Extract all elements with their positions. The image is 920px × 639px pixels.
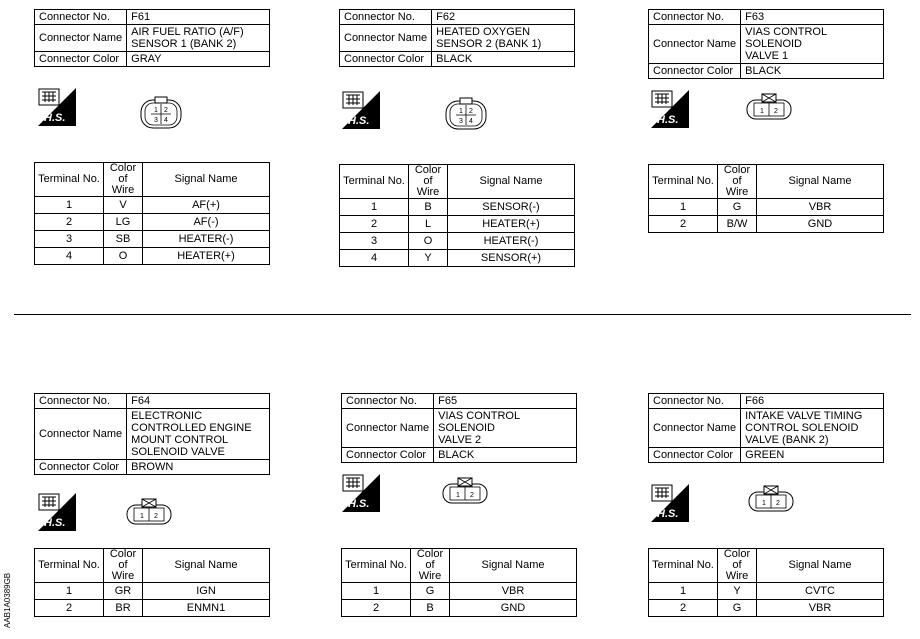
connector-name-label: Connector Name [340, 25, 432, 52]
figure-code: AAB1A0389GB [3, 572, 12, 628]
pin-label: 3 [154, 117, 158, 124]
hs-label: H.S. [657, 114, 679, 126]
connector-face-2pin [745, 93, 793, 126]
harness-side-icon [651, 90, 689, 128]
terminal-no-header: Terminal No. [35, 163, 104, 197]
connector-color-value: GRAY [127, 52, 270, 67]
connector-color-value: GREEN [741, 448, 884, 463]
connector-color-value: BLACK [432, 52, 575, 67]
signal-table-f61 [34, 162, 270, 265]
terminal-no-header: Terminal No. [35, 549, 104, 583]
connector-no-label: Connector No. [340, 10, 432, 25]
connector-color-label: Connector Color [35, 460, 127, 475]
color-of-wire-header: Color of Wire [411, 549, 450, 583]
svg-text:1: 1 [140, 513, 144, 520]
svg-text:1: 1 [760, 108, 764, 115]
terminal-no-header: Terminal No. [342, 549, 411, 583]
pin-label: 4 [164, 117, 168, 124]
signal-name-header: Signal Name [450, 549, 577, 583]
table-row: 1 GR IGN [35, 583, 270, 600]
connector-block-f62 [339, 9, 575, 67]
table-row: 3 SB HEATER(-) [35, 231, 270, 248]
signal-table-f63 [648, 164, 884, 233]
connector-name-label: Connector Name [35, 25, 127, 52]
connector-name-line: SENSOR 1 (BANK 2) [131, 38, 237, 50]
table-row: 1 G VBR [342, 583, 577, 600]
connector-block-f61 [34, 9, 270, 67]
harness-side-icon [38, 88, 76, 126]
connector-no-value: F66 [741, 394, 884, 409]
table-row: 2 G VBR [649, 600, 884, 617]
connector-face-4pin [139, 96, 183, 135]
svg-text:2: 2 [774, 108, 778, 115]
svg-text:2: 2 [470, 492, 474, 499]
svg-text:4: 4 [469, 118, 473, 125]
connector-info-table [34, 9, 270, 67]
connector-no-label: Connector No. [649, 394, 741, 409]
harness-side-icon [342, 474, 380, 512]
connector-color-label: Connector Color [35, 52, 127, 67]
connector-no-value: F64 [127, 394, 270, 409]
connector-no-label: Connector No. [649, 10, 741, 25]
connector-color-value: BLACK [434, 448, 577, 463]
color-of-wire-header: Color of Wire [718, 165, 757, 199]
signal-table-f65 [341, 548, 577, 617]
svg-text:1: 1 [456, 492, 460, 499]
connector-color-value: BROWN [127, 460, 270, 475]
signal-table-f66 [648, 548, 884, 617]
connector-no-label: Connector No. [35, 10, 127, 25]
terminal-no-header: Terminal No. [340, 165, 409, 199]
table-row: 4 Y SENSOR(+) [340, 250, 575, 267]
table-row: 3 O HEATER(-) [340, 233, 575, 250]
signal-name-header: Signal Name [143, 549, 270, 583]
svg-text:2: 2 [469, 108, 473, 115]
table-row: 2 B GND [342, 600, 577, 617]
connector-color-label: Connector Color [649, 448, 741, 463]
signal-table-f64 [34, 548, 270, 617]
connector-name-line: AIR FUEL RATIO (A/F) [131, 26, 244, 38]
connector-name-label: Connector Name [342, 409, 434, 448]
connector-block-f64 [34, 393, 270, 475]
connector-no-label: Connector No. [35, 394, 127, 409]
connector-name-value [127, 25, 270, 52]
connector-no-value: F62 [432, 10, 575, 25]
signal-table-f62 [339, 164, 575, 267]
connector-block-f65 [341, 393, 577, 463]
connector-face-2pin [125, 498, 173, 531]
connector-face-4pin [444, 97, 488, 136]
pin-label: 2 [164, 107, 168, 114]
connector-color-label: Connector Color [340, 52, 432, 67]
section-divider [14, 314, 911, 315]
connector-no-value: F63 [741, 10, 884, 25]
svg-text:2: 2 [776, 500, 780, 507]
table-row: 1 Y CVTC [649, 583, 884, 600]
connector-color-label: Connector Color [342, 448, 434, 463]
terminal-no-header: Terminal No. [649, 165, 718, 199]
table-row: 2 LG AF(-) [35, 214, 270, 231]
connector-name-value: INTAKE VALVE TIMING CONTROL SOLENOID VALVE (BANK 2) [741, 409, 884, 448]
connector-name-value: HEATED OXYGEN SENSOR 2 (BANK 1) [432, 25, 575, 52]
svg-text:3: 3 [459, 118, 463, 125]
connector-name-label: Connector Name [649, 25, 741, 64]
connector-name-value: VIAS CONTROL SOLENOID VALVE 2 [434, 409, 577, 448]
connector-no-value: F61 [127, 10, 270, 25]
hs-label: H.S. [44, 112, 66, 124]
connector-block-f66 [648, 393, 884, 463]
svg-text:1: 1 [762, 500, 766, 507]
color-of-wire-header: Color of Wire [104, 163, 143, 197]
terminal-no-header: Terminal No. [649, 549, 718, 583]
table-row: 1 B SENSOR(-) [340, 199, 575, 216]
connector-name-value: VIAS CONTROL SOLENOID VALVE 1 [741, 25, 884, 64]
connector-name-label: Connector Name [35, 409, 127, 460]
harness-side-icon [38, 493, 76, 531]
table-row: 1 V AF(+) [35, 197, 270, 214]
hs-label: H.S. [657, 508, 679, 520]
signal-name-header: Signal Name [143, 163, 270, 197]
hs-label: H.S. [348, 498, 370, 510]
table-row: 1 G VBR [649, 199, 884, 216]
connector-face-2pin [747, 485, 795, 518]
table-row: 2 L HEATER(+) [340, 216, 575, 233]
svg-text:2: 2 [154, 513, 158, 520]
connector-name-label: Connector Name [649, 409, 741, 448]
connector-no-label: Connector No. [342, 394, 434, 409]
harness-side-icon [342, 91, 380, 129]
hs-label: H.S. [348, 115, 370, 127]
table-row: 2 BR ENMN1 [35, 600, 270, 617]
signal-name-header: Signal Name [757, 165, 884, 199]
connector-no-value: F65 [434, 394, 577, 409]
color-of-wire-header: Color of Wire [718, 549, 757, 583]
table-row: 2 B/W GND [649, 216, 884, 233]
pin-label: 1 [154, 107, 158, 114]
connector-color-value: BLACK [741, 64, 884, 79]
svg-text:1: 1 [459, 108, 463, 115]
color-of-wire-header: Color of Wire [104, 549, 143, 583]
signal-name-header: Signal Name [757, 549, 884, 583]
connector-name-value: ELECTRONIC CONTROLLED ENGINE MOUNT CONTROL SOLENOID VALVE [127, 409, 270, 460]
connector-color-label: Connector Color [649, 64, 741, 79]
hs-label: H.S. [44, 517, 66, 529]
table-row: 4 O HEATER(+) [35, 248, 270, 265]
signal-name-header: Signal Name [448, 165, 575, 199]
harness-side-icon [651, 484, 689, 522]
color-of-wire-header: Color of Wire [409, 165, 448, 199]
connector-block-f63 [648, 9, 884, 79]
connector-face-2pin [441, 477, 489, 510]
